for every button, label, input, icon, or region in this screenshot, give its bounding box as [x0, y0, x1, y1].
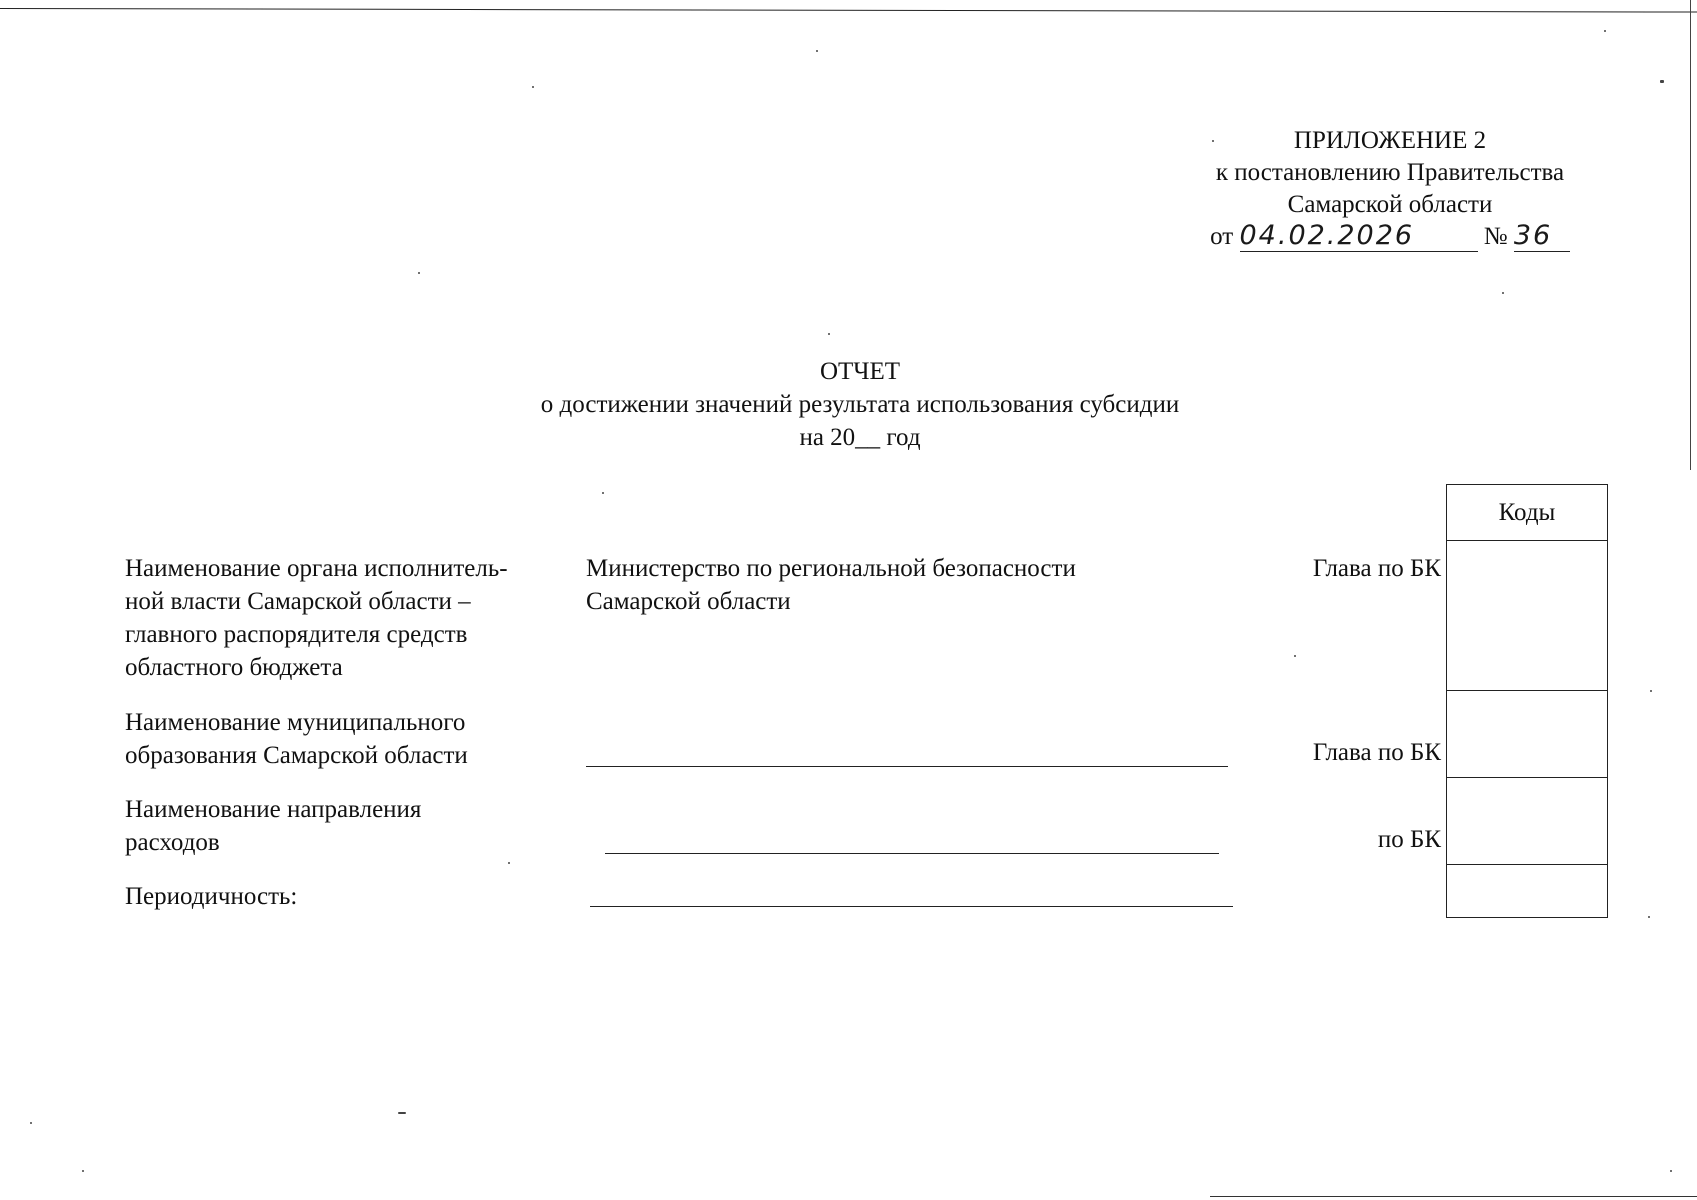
handwritten-number: 36 [1513, 220, 1553, 251]
scan-speck [1650, 690, 1652, 692]
scan-speck [532, 86, 534, 88]
field-municipality-label-line: Наименование муниципального [125, 709, 466, 736]
appendix-line-1: к постановлению Правительства [1215, 159, 1565, 186]
scan-speck [602, 492, 604, 494]
field-periodicity-input-line[interactable] [590, 906, 1233, 907]
scan-border-top [0, 8, 1697, 13]
field-expense-label-line: расходов [125, 829, 220, 856]
scan-speck [1294, 655, 1296, 657]
field-organ-label-line: главного распорядителя средств [125, 621, 468, 648]
scan-speck [82, 1170, 84, 1172]
scan-speck [1604, 30, 1606, 32]
report-year-line: на 20__ год [799, 424, 921, 451]
field-municipality-input-line[interactable] [586, 766, 1228, 767]
scan-speck [816, 50, 818, 52]
field-organ-value-line: Самарской области [586, 588, 791, 615]
number-prefix: № [1483, 223, 1508, 250]
field-organ-value [586, 552, 1076, 618]
scan-speck [508, 862, 510, 864]
scan-speck [1670, 1170, 1672, 1172]
field-periodicity-label-line: Периодичность: [125, 883, 298, 910]
field-organ-label-line: областного бюджета [125, 654, 343, 681]
field-organ-label-line: Наименование органа исполнитель- [125, 555, 508, 582]
scan-speck [30, 1122, 32, 1124]
scan-border-bottom [1210, 1196, 1697, 1197]
field-municipality-label [125, 706, 468, 772]
field-expense-bk-label: по БК [1377, 826, 1441, 853]
field-periodicity-label [125, 880, 297, 913]
field-organ-label-line: ной власти Самарской области – [125, 588, 471, 615]
appendix-date-row [1170, 221, 1610, 253]
appendix-line-2: Самарской области [1287, 191, 1493, 218]
appendix-block [1170, 125, 1610, 253]
date-prefix: от [1210, 223, 1234, 250]
field-expense-input-line[interactable] [605, 853, 1219, 854]
scan-speck [828, 333, 830, 335]
report-title-block [400, 355, 1320, 454]
handwritten-date: 04.02.2026 [1239, 220, 1415, 251]
codes-cell-expense[interactable] [1447, 777, 1607, 864]
field-municipality-bk-label: Глава по БК [1312, 739, 1441, 766]
field-organ-bk-label: Глава по БК [1312, 555, 1441, 582]
scan-speck [398, 1112, 406, 1114]
field-expense-label-line: Наименование направления [125, 796, 422, 823]
date-field [1240, 222, 1478, 252]
codes-header: Коды [1498, 499, 1556, 526]
codes-cell-periodicity[interactable] [1447, 864, 1607, 917]
codes-cell-municipality[interactable] [1447, 690, 1607, 777]
field-organ-label [125, 552, 508, 684]
scan-border-right [1690, 0, 1691, 470]
scan-speck [1648, 916, 1650, 918]
codes-table [1446, 484, 1608, 918]
report-title: ОТЧЕТ [819, 358, 901, 385]
appendix-title: ПРИЛОЖЕНИЕ 2 [1293, 127, 1487, 154]
scan-speck [1502, 292, 1504, 294]
scan-speck [418, 272, 420, 274]
number-field [1514, 222, 1570, 252]
scan-speck [1660, 80, 1664, 83]
field-expense-label [125, 793, 421, 859]
codes-cell-organ[interactable] [1447, 540, 1607, 690]
report-subtitle: о достижении значений результата использования субсидии [540, 391, 1180, 418]
field-organ-value-line: Министерство по региональной безопасности [586, 555, 1076, 582]
field-municipality-label-line: образования Самарской области [125, 742, 468, 769]
